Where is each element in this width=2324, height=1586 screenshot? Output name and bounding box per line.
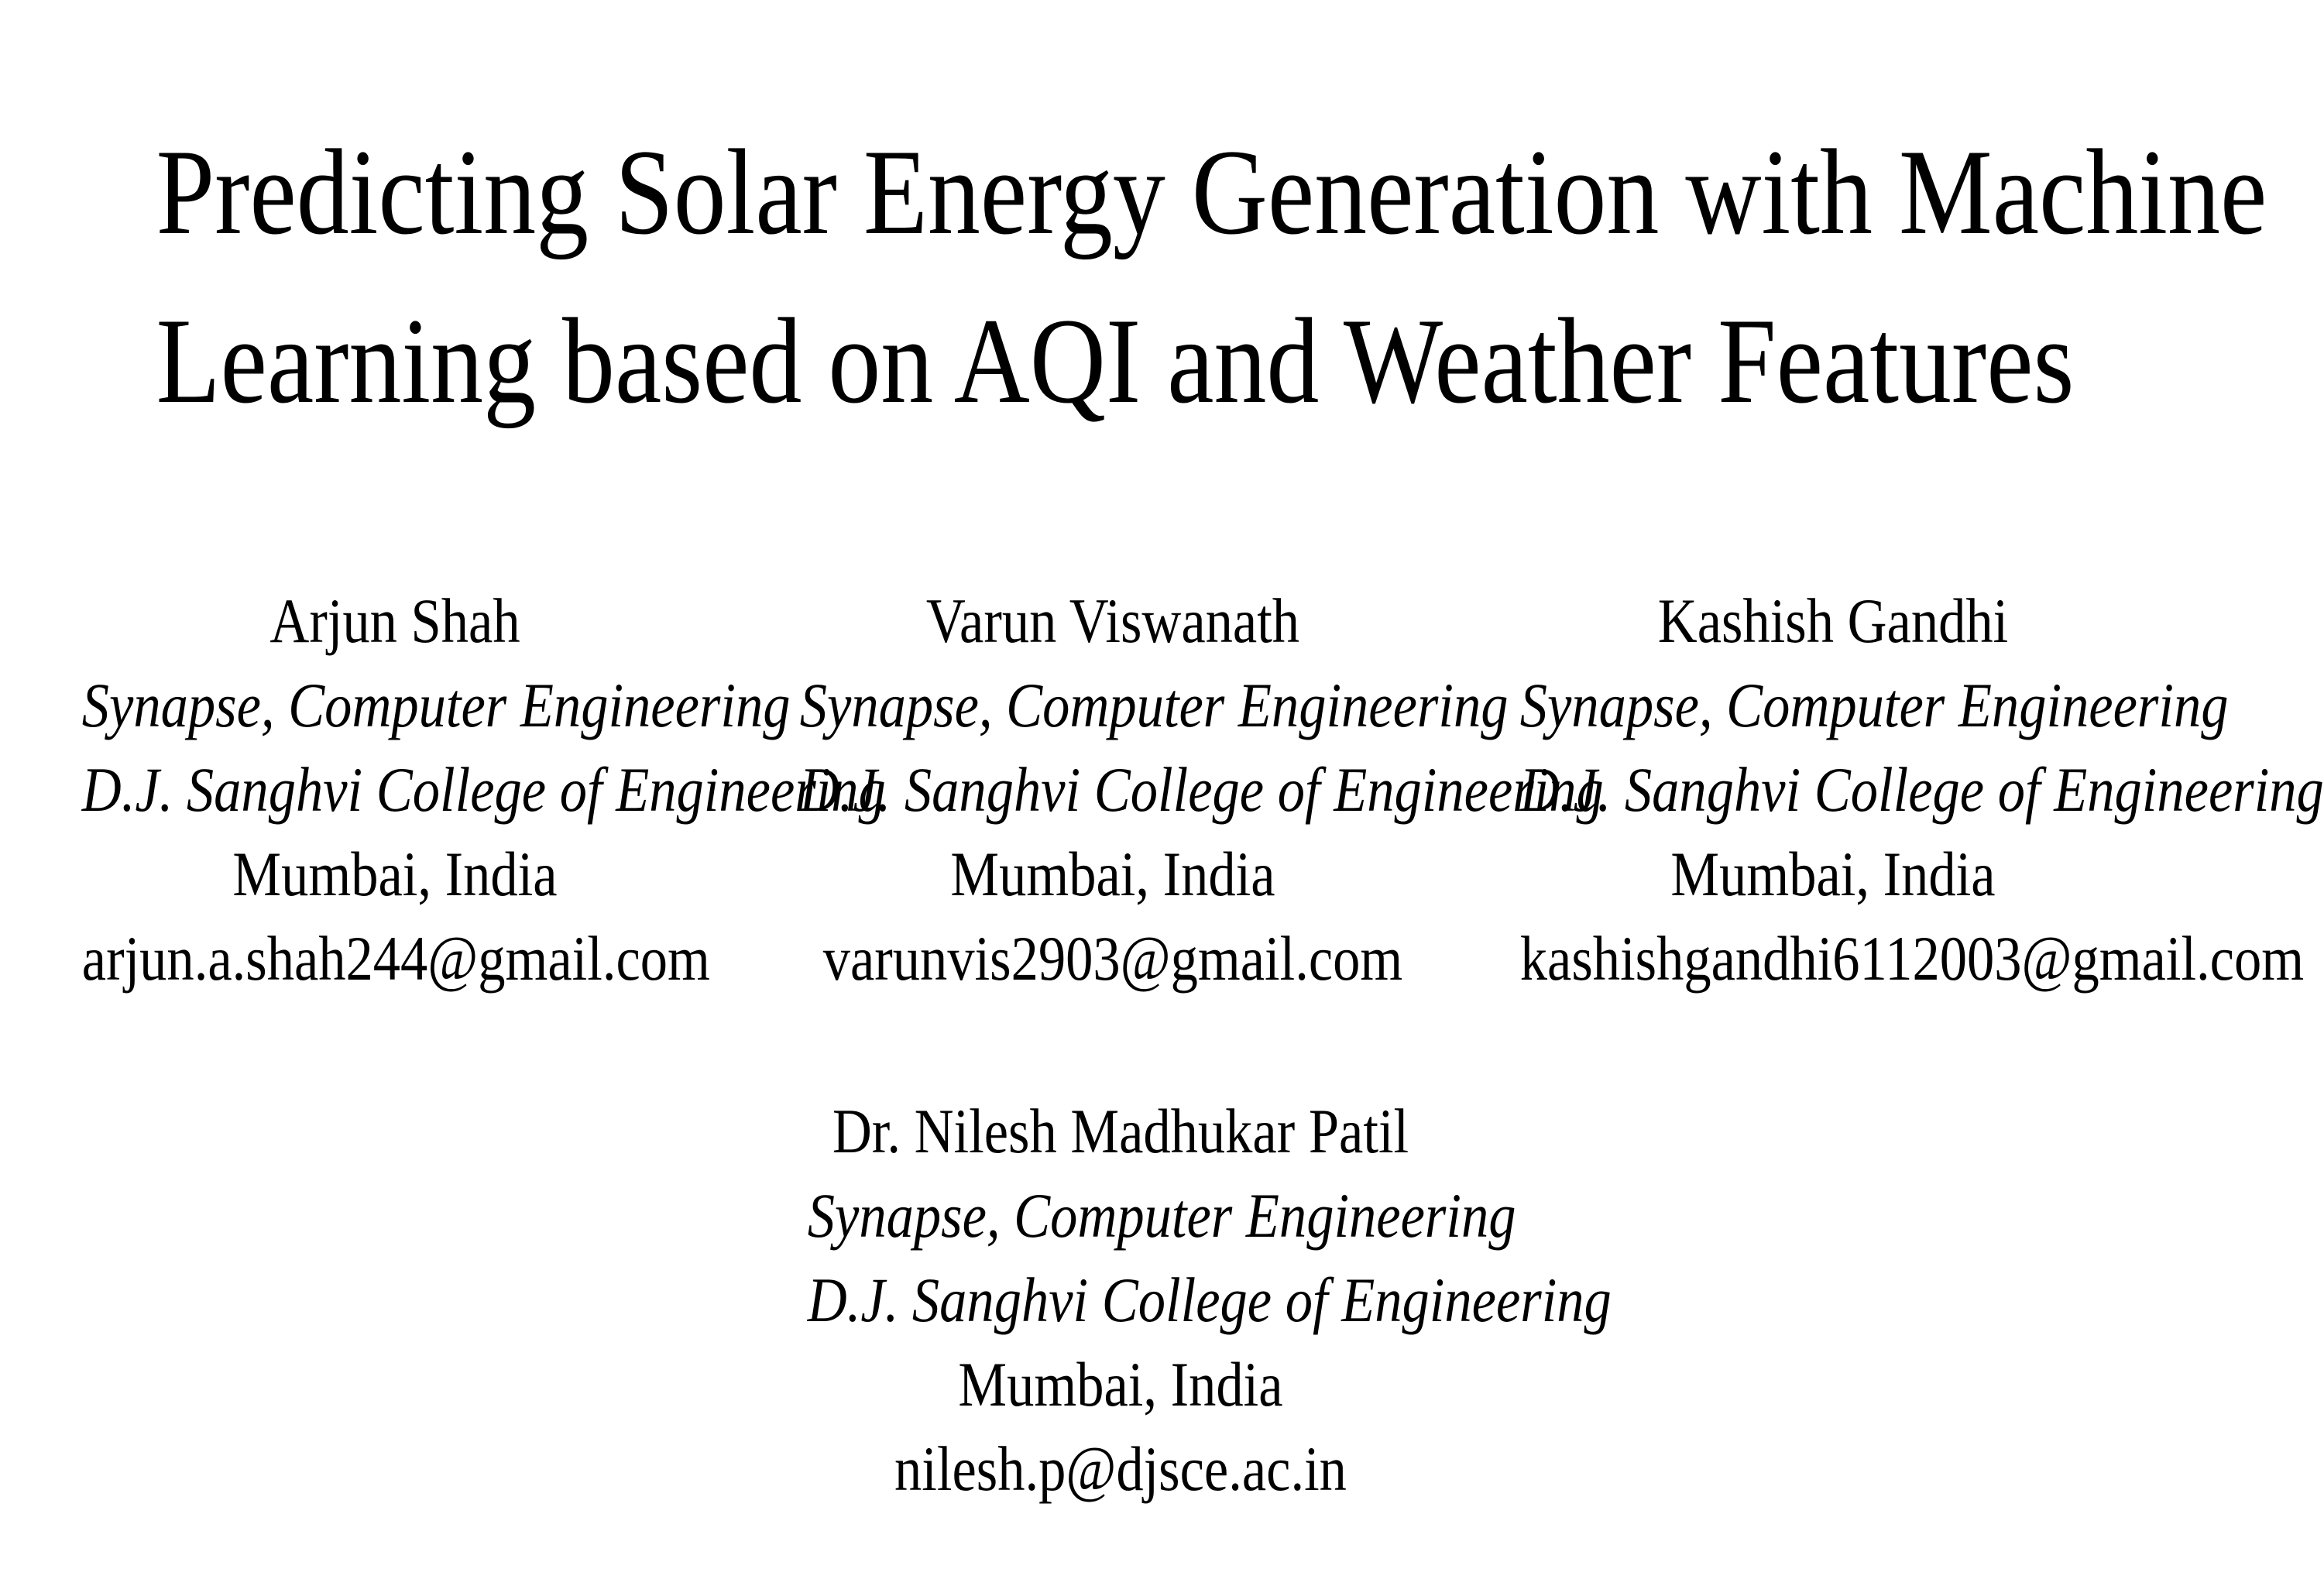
author-location: Mumbai, India [1670, 839, 1996, 909]
author-block-3 [1519, 578, 2324, 1001]
author-block-1 [81, 578, 886, 1001]
author-name: Varun Viswanath [925, 585, 1300, 656]
author-college: D.J. Sanghvi College of Engineering [799, 754, 1604, 825]
author-name: Arjun Shah [269, 585, 520, 656]
paper-title [156, 108, 2267, 446]
author-location: Mumbai, India [950, 839, 1275, 909]
author-email: kashishgandhi6112003@gmail.com [1519, 923, 2305, 994]
author-location: Mumbai, India [232, 839, 558, 909]
author-email: varunvis2903@gmail.com [822, 923, 1403, 994]
author-department: Synapse, Computer Engineering [799, 670, 1509, 740]
author-college: D.J. Sanghvi College of Engineering [81, 754, 886, 825]
author-location: Mumbai, India [958, 1349, 1283, 1420]
author-college: D.J. Sanghvi College of Engineering [1519, 754, 2324, 825]
author-department: Synapse, Computer Engineering [807, 1180, 1516, 1251]
author-email: nilesh.p@djsce.ac.in [894, 1433, 1347, 1504]
author-name: Dr. Nilesh Madhukar Patil [832, 1096, 1409, 1166]
paper-title-line-1: Predicting Solar Energy Generation with Machine [156, 125, 2267, 260]
author-department: Synapse, Computer Engineering [81, 670, 791, 740]
author-department: Synapse, Computer Engineering [1519, 670, 2229, 740]
author-block-4 [807, 1089, 1612, 1511]
paper-title-line-2: Learning based on AQI and Weather Features [156, 294, 2075, 429]
author-college: D.J. Sanghvi College of Engineering [807, 1265, 1612, 1335]
author-name: Kashish Gandhi [1657, 585, 2009, 656]
author-block-2 [799, 578, 1604, 1001]
author-email: arjun.a.shah244@gmail.com [81, 923, 710, 994]
